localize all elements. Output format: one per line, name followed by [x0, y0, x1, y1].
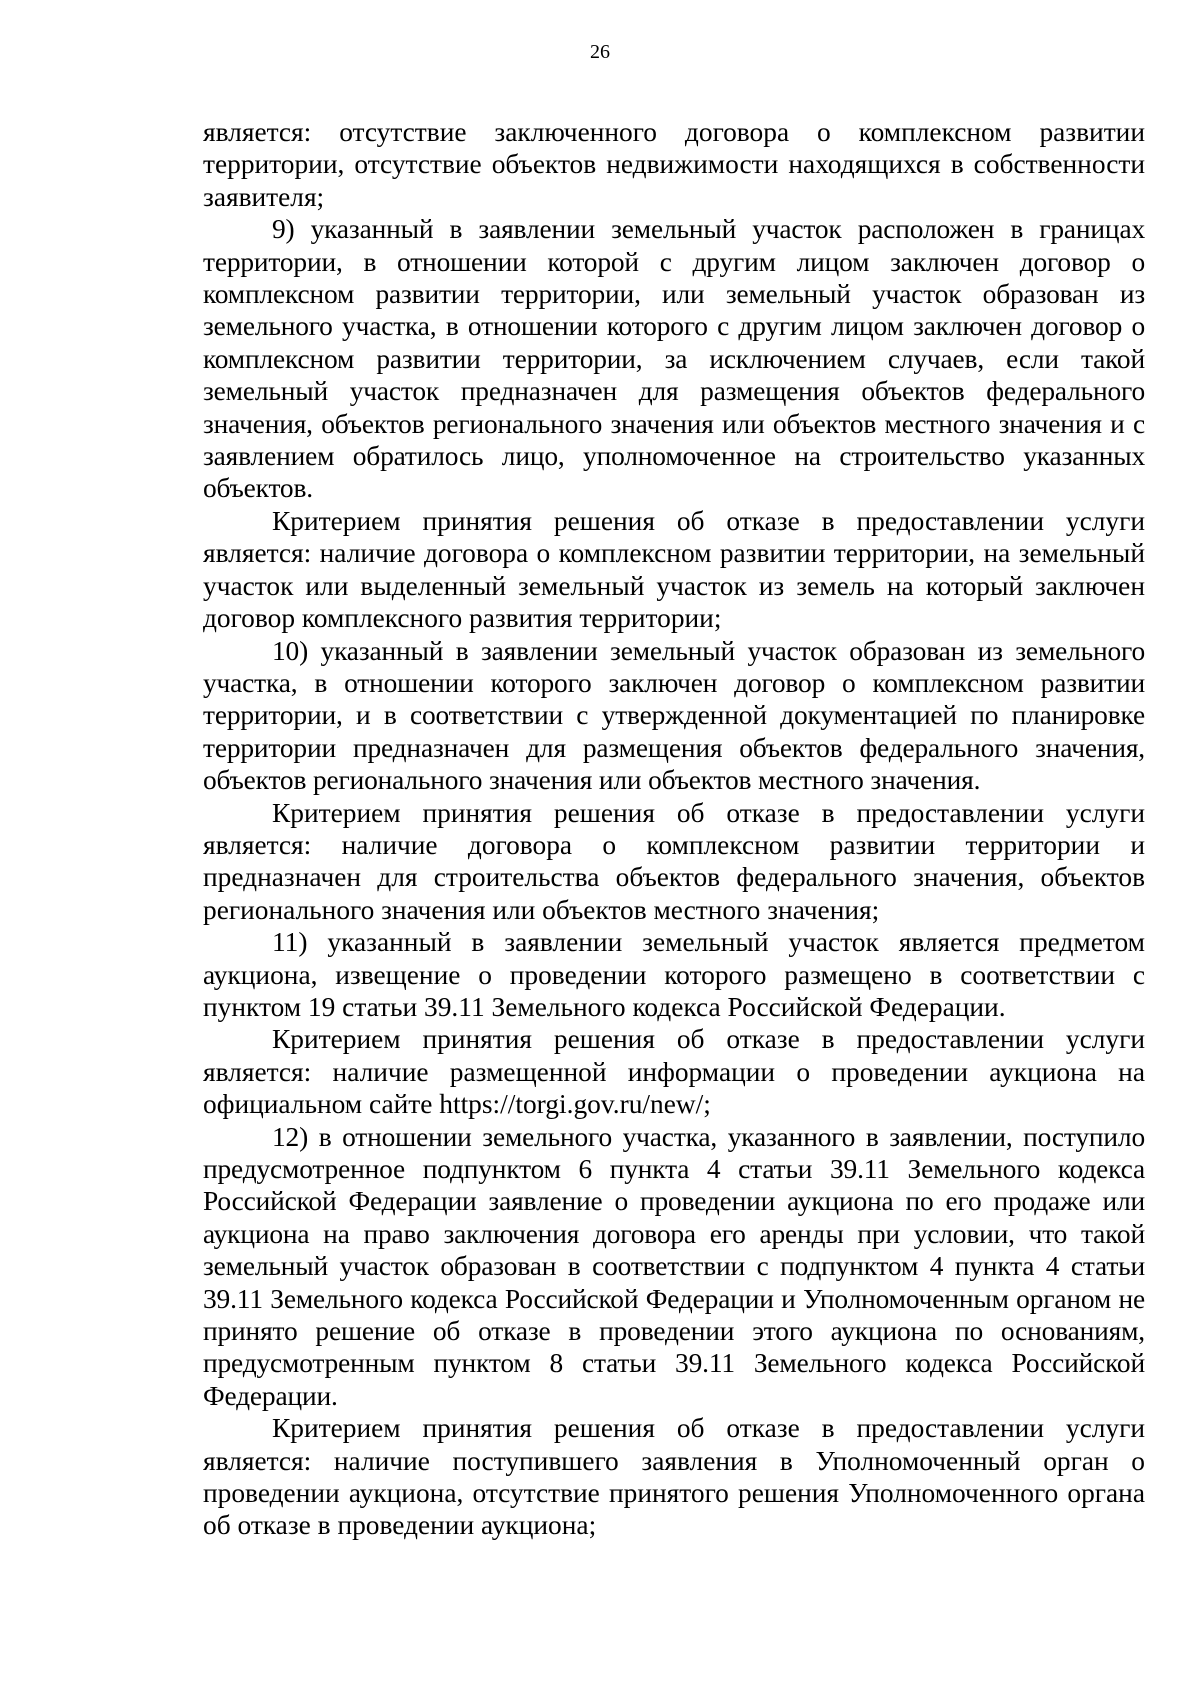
paragraph-item-9: 9) указанный в заявлении земельный участок расположен в границах территории, в отношении которой с другим лицом заключен договор о комплексном развитии территории, или земельный участок образован из земельного участка, в отношении которого с другим лицом заключен договор о комплексном развитии территории, за исключением случаев, если такой земельный участок предназначен для размещения объектов федерального значения, объектов регионального значения или объектов местного значения и с заявлением обратилось лицо, уполномоченное на строительство указанных объектов. — [203, 214, 1145, 504]
paragraph-item-12: 12) в отношении земельного участка, указанного в заявлении, поступило предусмотренное подпунктом 6 пункта 4 статьи 39.11 Земельного кодекса Российской Федерации заявление о проведении аукциона по его продаже или аукциона на право заключения договора его аренды при условии, что такой земельный участок образован в соответствии с подпунктом 4 пункта 4 статьи 39.11 Земельного кодекса Российской Федерации и Уполномоченным органом не принято решение об отказе в проведении этого аукциона по основаниям, предусмотренным пунктом 8 статьи 39.11 Земельного кодекса Российской Федерации. — [203, 1121, 1145, 1411]
paragraph-criterion-9: Критерием принятия решения об отказе в предоставлении услуги является: наличие договора о комплексном развитии территории, на земельный участок или выделенный земельный участок из земель на который заключен договор комплексного развития территории; — [203, 505, 1145, 634]
paragraph-item-11: 11) указанный в заявлении земельный участок является предметом аукциона, извещение о проведении которого размещено в соответствии с пунктом 19 статьи 39.11 Земельного кодекса Российской Федерации. — [203, 927, 1145, 1022]
paragraph-criterion-10: Критерием принятия решения об отказе в предоставлении услуги является: наличие договора о комплексном развитии территории и предназначен для строительства объектов федерального значения, объектов регионального значения или объектов местного значения; — [203, 797, 1145, 925]
paragraph-item-10: 10) указанный в заявлении земельный участок образован из земельного участка, в отношении которого заключен договор о комплексном развитии территории, и в соответствии с утвержденной документацией по планировке территории предназначен для размещения объектов федерального значения, объектов регионального значения или объектов местного значения. — [203, 635, 1145, 796]
paragraph-continuation: является: отсутствие заключенного договора о комплексном развитии территории, отсутствие объектов недвижимости находящихся в собственности заявителя; — [203, 117, 1145, 212]
page-number: 26 — [590, 41, 610, 63]
paragraph-criterion-11: Критерием принятия решения об отказе в предоставлении услуги является: наличие размещенной информации о проведении аукциона на официальном сайте https://torgi.gov.ru/new/; — [203, 1024, 1145, 1120]
paragraph-criterion-12: Критерием принятия решения об отказе в предоставлении услуги является: наличие поступившего заявления в Уполномоченный орган о проведении аукциона, отсутствие принятого решения Уполномоченного органа об отказе в проведении аукциона; — [203, 1413, 1145, 1541]
document-body — [203, 116, 1145, 1542]
